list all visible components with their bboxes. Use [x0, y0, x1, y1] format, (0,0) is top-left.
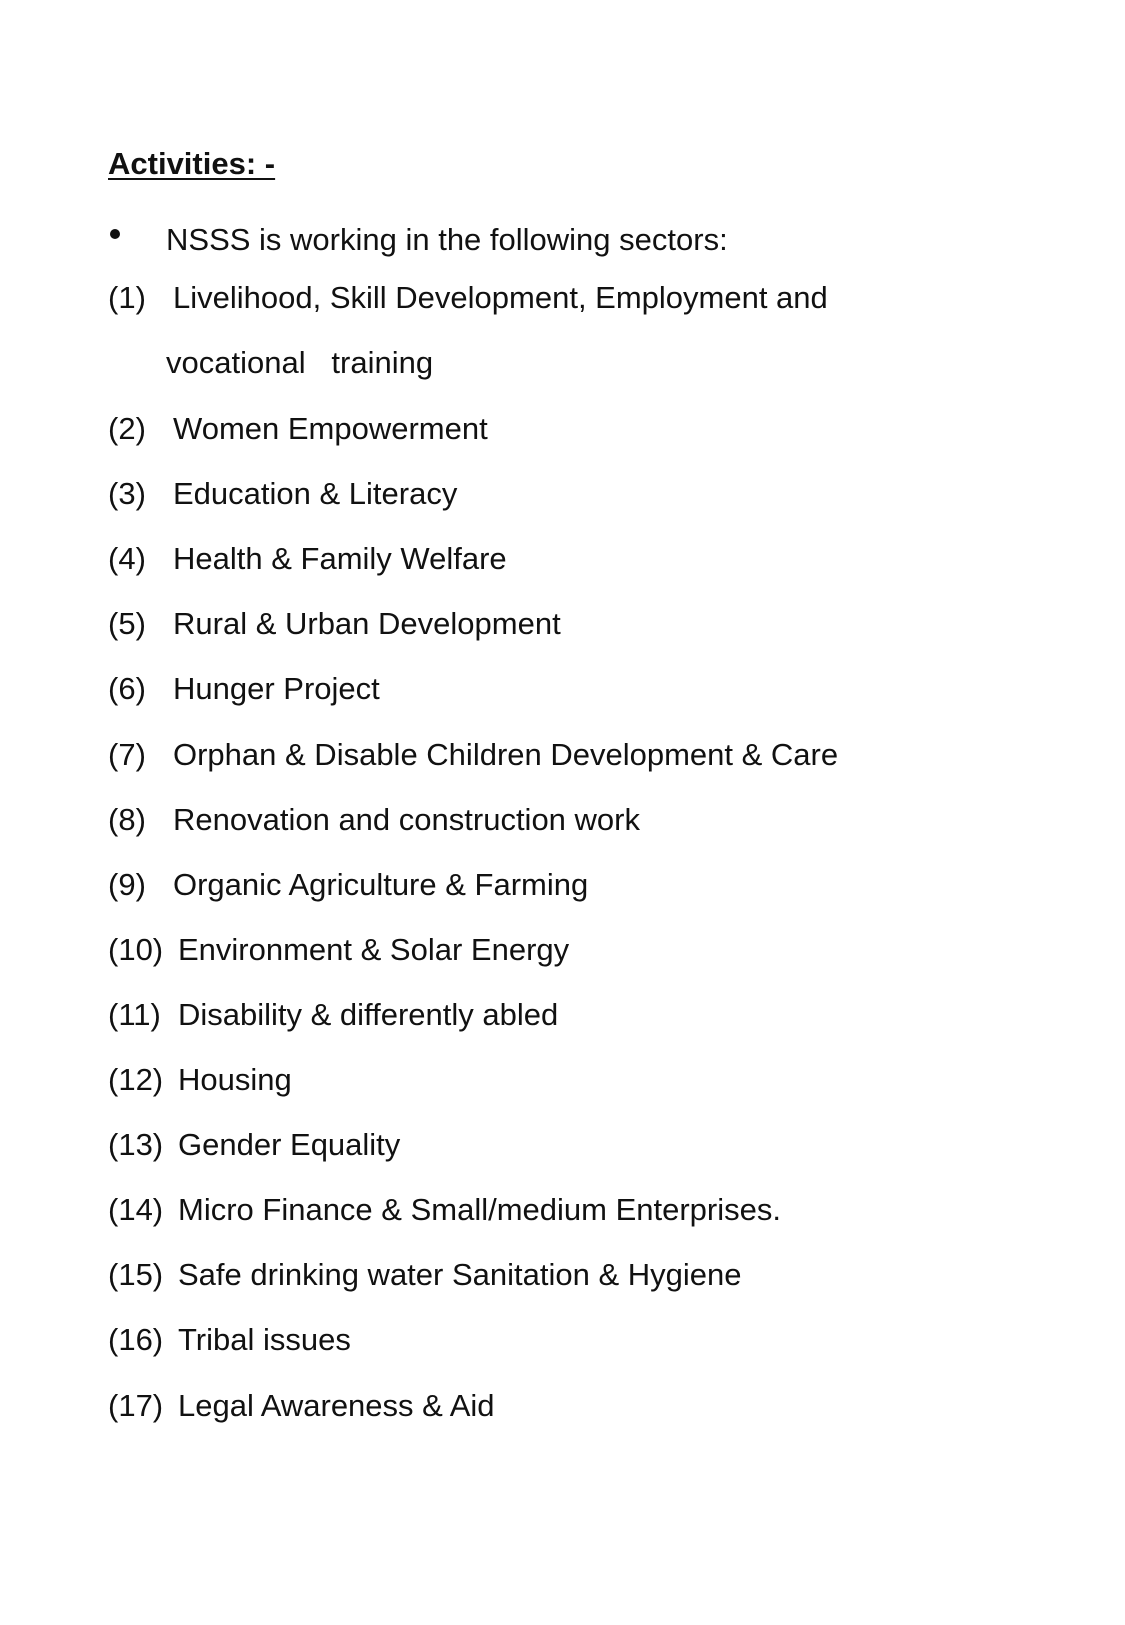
list-item-continuation: vocational training [166, 345, 434, 380]
list-item-text: Orphan & Disable Children Development & Care [173, 737, 839, 772]
list-item-number: (1) [108, 280, 146, 315]
list-item-number: (5) [108, 606, 146, 641]
list-item-number: (15) [108, 1257, 164, 1292]
list-item-text: Rural & Urban Development [173, 606, 561, 641]
list-item-text: Livelihood, Skill Development, Employment and [173, 280, 828, 315]
list-item-text: Hunger Project [173, 671, 380, 706]
list-item-text: Safe drinking water Sanitation & Hygiene [178, 1257, 742, 1292]
list-item-text: Education & Literacy [173, 476, 458, 511]
list-item-number: (7) [108, 737, 146, 772]
list-item-text: Women Empowerment [173, 411, 488, 446]
list-item-number: (12) [108, 1062, 164, 1097]
intro-text: NSSS is working in the following sectors: [166, 222, 728, 257]
list-item-number: (10) [108, 932, 164, 967]
list-item-text: Legal Awareness & Aid [178, 1388, 495, 1423]
list-item-text: Health & Family Welfare [173, 541, 507, 576]
list-item-text: Housing [178, 1062, 292, 1097]
list-item-text: Renovation and construction work [173, 802, 640, 837]
list-item-text: Micro Finance & Small/medium Enterprises. [178, 1192, 781, 1227]
page-heading: Activities: - [108, 146, 276, 181]
list-item-number: (9) [108, 867, 146, 902]
list-item-number: (13) [108, 1127, 164, 1162]
list-item-number: (17) [108, 1388, 164, 1423]
list-item-text: Gender Equality [178, 1127, 401, 1162]
list-item-text: Disability & differently abled [178, 997, 559, 1032]
list-item-number: (14) [108, 1192, 164, 1227]
list-item-text: Organic Agriculture & Farming [173, 867, 589, 902]
list-item-number: (16) [108, 1322, 164, 1357]
list-item-number: (11) [108, 997, 161, 1032]
bullet-icon [110, 229, 120, 239]
list-item-number: (2) [108, 411, 146, 446]
list-item-number: (4) [108, 541, 146, 576]
list-item-number: (6) [108, 671, 146, 706]
list-item-number: (8) [108, 802, 146, 837]
list-item-number: (3) [108, 476, 146, 511]
list-item-text: Environment & Solar Energy [178, 932, 570, 967]
list-item-text: Tribal issues [178, 1322, 351, 1357]
